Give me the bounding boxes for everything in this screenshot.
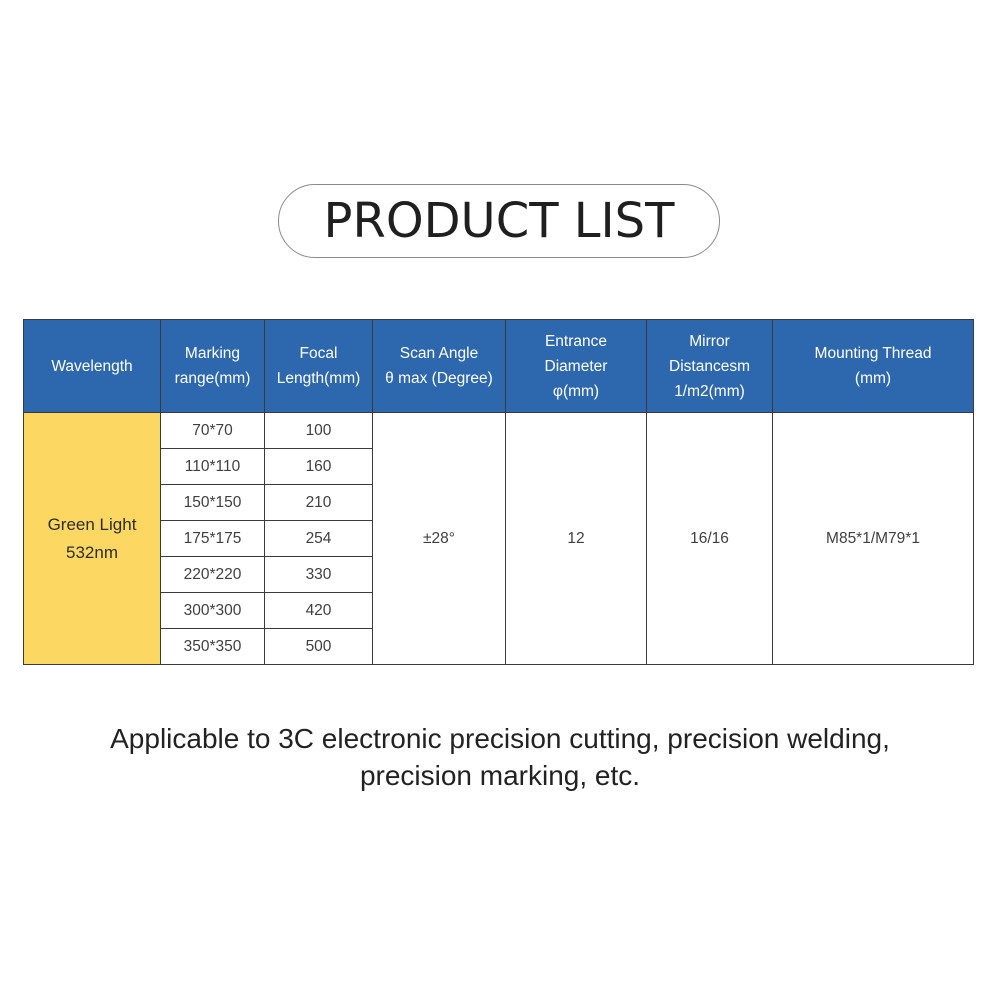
title-pill: [278, 184, 720, 258]
marking-range-cell: 220*220: [161, 557, 265, 593]
header-focal-length: Focal Length(mm): [265, 320, 373, 413]
marking-range-cell: 300*300: [161, 593, 265, 629]
page-title: PRODUCT LIST: [323, 193, 675, 249]
header-entrance-diameter: Entrance Diameter φ(mm): [506, 320, 647, 413]
focal-length-cell: 210: [265, 485, 373, 521]
mirror-distance-cell: 16/16: [647, 413, 773, 665]
wavelength-cell: Green Light 532nm: [24, 413, 161, 665]
scan-angle-cell: ±28°: [373, 413, 506, 665]
header-mounting-thread: Mounting Thread (mm): [773, 320, 974, 413]
header-mirror-distance: Mirror Distancesm 1/m2(mm): [647, 320, 773, 413]
marking-range-cell: 350*350: [161, 629, 265, 665]
marking-range-cell: 150*150: [161, 485, 265, 521]
header-scan-angle: Scan Angle θ max (Degree): [373, 320, 506, 413]
marking-range-cell: 175*175: [161, 521, 265, 557]
header-marking-range: Marking range(mm): [161, 320, 265, 413]
focal-length-cell: 100: [265, 413, 373, 449]
focal-length-cell: 254: [265, 521, 373, 557]
focal-length-cell: 500: [265, 629, 373, 665]
table-header-row: [24, 320, 974, 413]
product-spec-table: [23, 319, 974, 665]
focal-length-cell: 420: [265, 593, 373, 629]
application-note: Applicable to 3C electronic precision cutting, precision welding, precision marking, etc.: [110, 723, 890, 791]
mounting-thread-cell: M85*1/M79*1: [773, 413, 974, 665]
marking-range-cell: 70*70: [161, 413, 265, 449]
focal-length-cell: 160: [265, 449, 373, 485]
table-row: [24, 413, 974, 449]
entrance-diameter-cell: 12: [506, 413, 647, 665]
focal-length-cell: 330: [265, 557, 373, 593]
header-wavelength: Wavelength: [24, 320, 161, 413]
marking-range-cell: 110*110: [161, 449, 265, 485]
